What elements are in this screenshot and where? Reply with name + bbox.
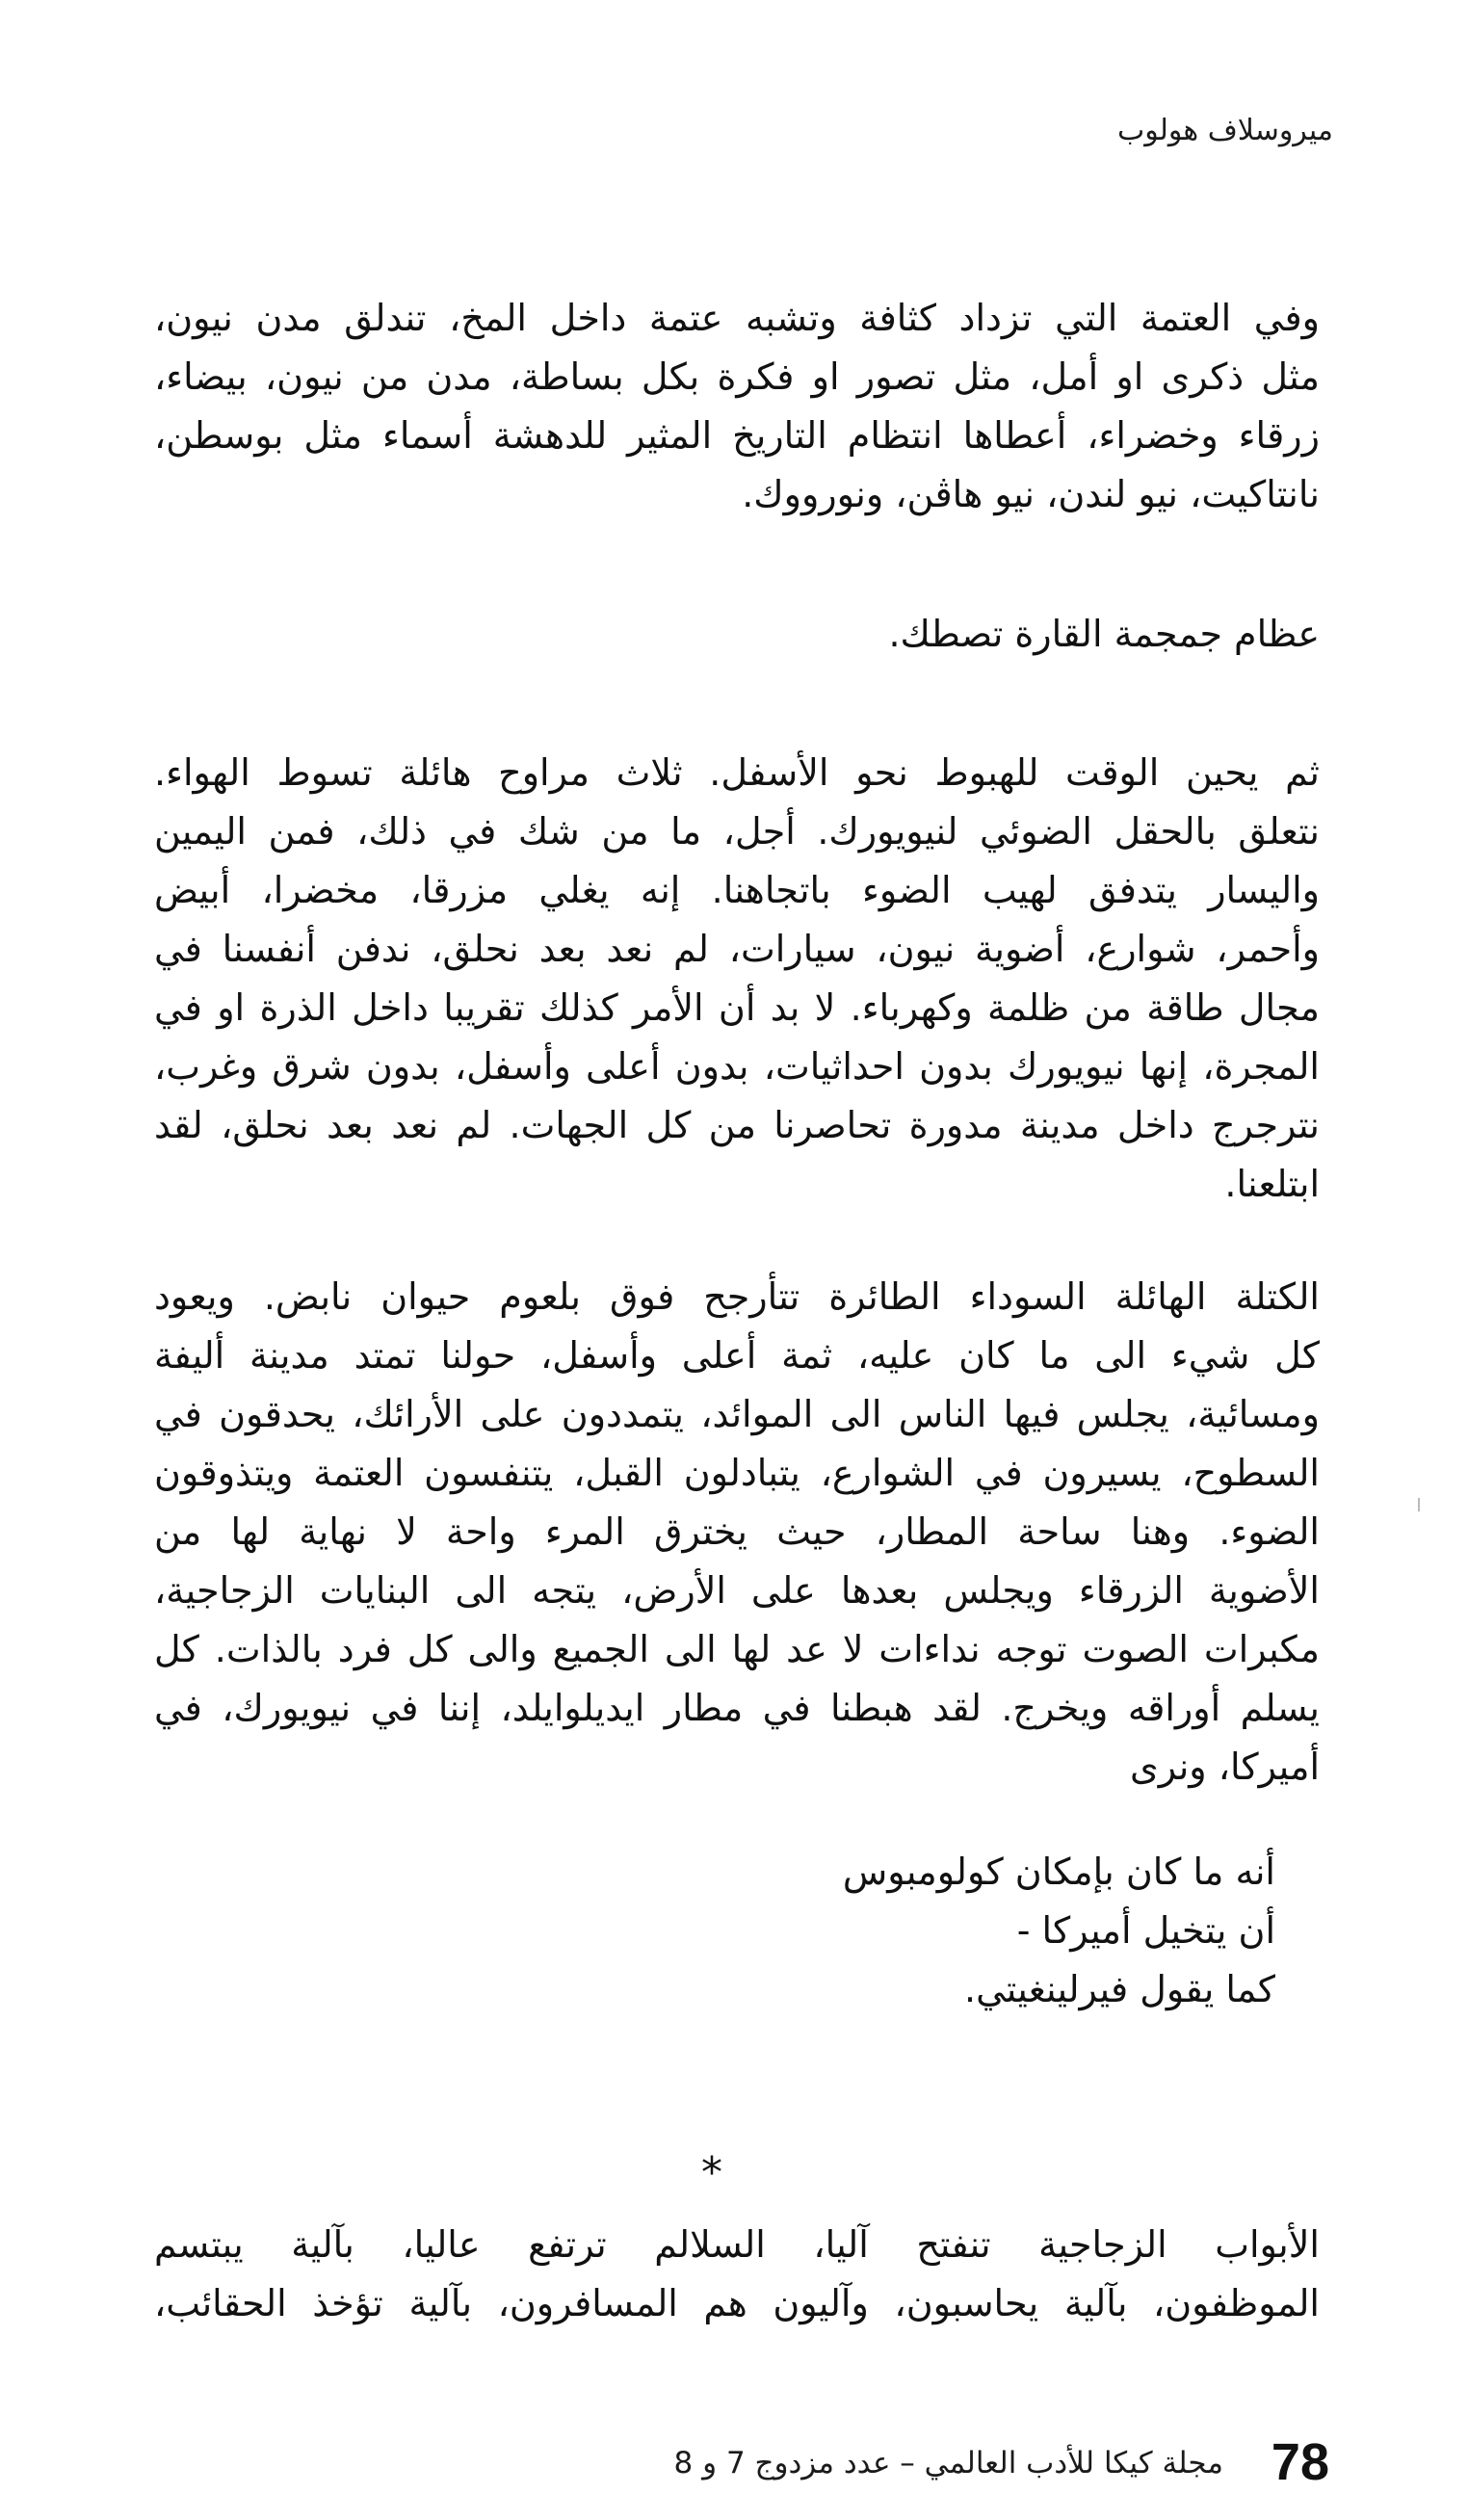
paragraph-line: نتعلق بالحقل الضوئي لنيويورك. أجل، ما من شك في ذلك، فمن اليمين [154, 810, 1320, 853]
paragraph-4 [154, 1268, 1320, 1797]
paragraph-line: يسلم أوراقه ويخرج. لقد هبطنا في مطار ايديلوايلد، إننا في نيويورك، في [154, 1687, 1320, 1729]
paragraph-line: الكتلة الهائلة السوداء الطائرة تتأرجح فوق بلعوم حيوان نابض. ويعود [154, 1275, 1320, 1318]
poem-quote [843, 1843, 1275, 2019]
paragraph-line: مجال طاقة من ظلمة وكهرباء. لا بد أن الأمر كذلك تقريبا داخل الذرة او في [154, 986, 1320, 1029]
paragraph-line: مثل ذكرى او أمل، مثل تصور او فكرة بكل بساطة، مدن من نيون، بيضاء، [154, 355, 1320, 398]
paragraph-line: أميركا، ونرى [1130, 1746, 1320, 1788]
paragraph-line: نانتاكيت، نيو لندن، نيو هاڤن، ونورووك. [742, 473, 1320, 515]
paragraph-line: المجرة، إنها نيويورك بدون احداثيات، بدون أعلى وأسفل، بدون شرق وغرب، [154, 1045, 1320, 1088]
poem-line: كما يقول فيرلينغيتي. [964, 1968, 1275, 2010]
paragraph-line: الضوء. وهنا ساحة المطار، حيث يخترق المرء واحة لا نهاية لها من [154, 1510, 1320, 1553]
paragraph-line: نترجرج داخل مدينة مدورة تحاصرنا من كل الجهات. لم نعد بعد نحلق، لقد [154, 1104, 1320, 1146]
paragraph-line: وفي العتمة التي تزداد كثافة وتشبه عتمة داخل المخ، تندلق مدن نيون، [154, 297, 1320, 339]
poem-line: أن يتخيل أميركا - [1016, 1909, 1275, 1952]
margin-mark [1418, 1498, 1420, 1511]
paragraph-5 [154, 2216, 1320, 2333]
paragraph-line: كل شيء الى ما كان عليه، ثمة أعلى وأسفل، حولنا تمتد مدينة أليفة [154, 1334, 1320, 1377]
section-separator: * [701, 2148, 722, 2197]
page-number: 78 [1271, 2433, 1329, 2491]
running-header-author: ميروسلاف هولوب [1116, 114, 1333, 147]
paragraph-line: مكبرات الصوت توجه نداءات لا عد لها الى الجميع والى كل فرد بالذات. كل [154, 1628, 1320, 1670]
paragraph-2 [888, 605, 1320, 664]
paragraph-line: الموظفون، بآلية يحاسبون، وآليون هم المسافرون، بآلية تؤخذ الحقائب، [154, 2282, 1320, 2324]
paragraph-line: ابتلعنا. [1224, 1163, 1320, 1205]
paragraph-line: عظام جمجمة القارة تصطك. [888, 613, 1320, 655]
paragraph-line: الأضوية الزرقاء ويجلس بعدها على الأرض، يتجه الى البنايات الزجاجية، [154, 1569, 1320, 1612]
paragraph-line: الأبواب الزجاجية تنفتح آليا، السلالم ترتفع عاليا، بآلية يبتسم [154, 2223, 1320, 2266]
paragraph-3 [154, 744, 1320, 1214]
page-footer [626, 2432, 1329, 2500]
paragraph-1 [154, 289, 1320, 524]
paragraph-line: زرقاء وخضراء، أعطاها انتظام التاريخ المثير للدهشة أسماء مثل بوسطن، [154, 414, 1320, 457]
paragraph-line: ومسائية، يجلس فيها الناس الى الموائد، يتمددون على الأرائك، يحدقون في [154, 1393, 1320, 1435]
poem-line: أنه ما كان بإمكان كولومبوس [842, 1851, 1275, 1893]
paragraph-line: ثم يحين الوقت للهبوط نحو الأسفل. ثلاث مراوح هائلة تسوط الهواء. [154, 751, 1320, 794]
paragraph-line: واليسار يتدفق لهيب الضوء باتجاهنا. إنه يغلي مزرقا، مخضرا، أبيض [154, 869, 1320, 911]
paragraph-line: وأحمر، شوارع، أضوية نيون، سيارات، لم نعد بعد نحلق، ندفن أنفسنا في [154, 928, 1320, 970]
paragraph-line: السطوح، يسيرون في الشوارع، يتبادلون القبل، يتنفسون العتمة ويتذوقون [154, 1452, 1320, 1494]
footer-journal-title: مجلة كيكا للأدب العالمي – عدد مزدوج 7 و 8 [673, 2446, 1223, 2481]
